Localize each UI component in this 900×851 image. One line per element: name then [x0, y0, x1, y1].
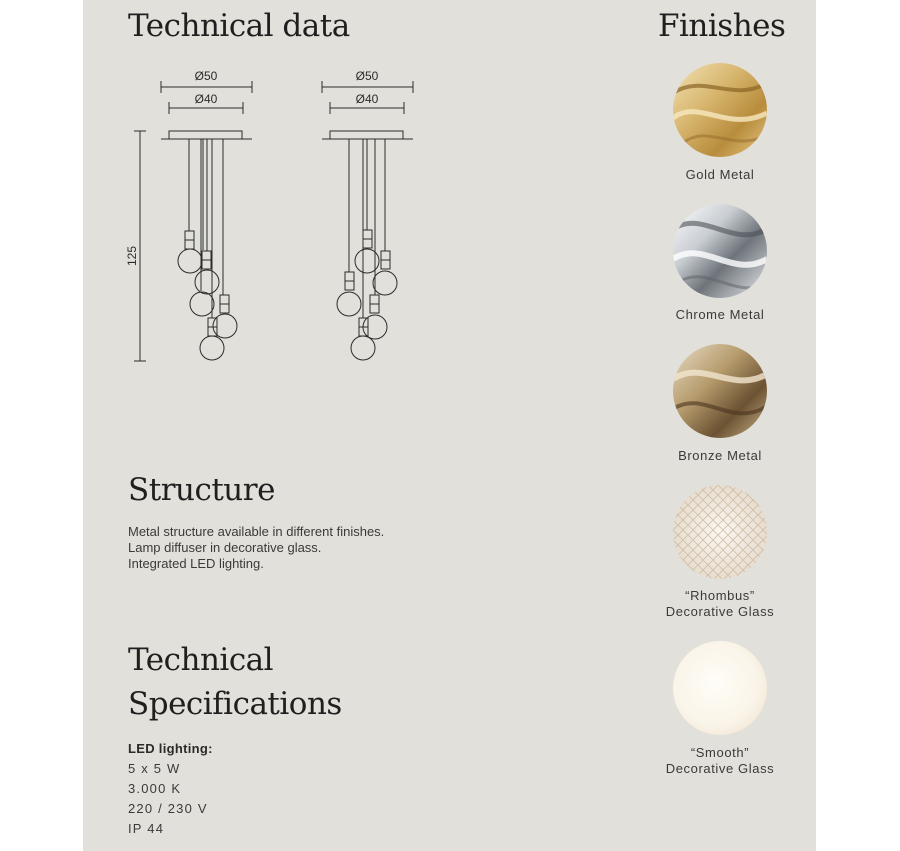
spec-value-color-temp: 3.000 K	[128, 781, 182, 796]
finish-label-rhombus	[630, 588, 810, 620]
finish-label-line: Bronze Metal	[678, 448, 762, 463]
finish-label-smooth	[630, 745, 810, 777]
specs-title-line1: Technical	[128, 642, 274, 678]
technical-specifications-heading	[128, 638, 428, 726]
finish-label-line: Decorative Glass	[665, 761, 775, 776]
finish-label-line: “Smooth”	[690, 745, 750, 760]
structure-line: Lamp diffuser in decorative glass.	[128, 540, 322, 555]
right-inner-diameter: Ø40	[355, 92, 379, 106]
structure-description	[128, 524, 384, 572]
structure-heading: Structure	[128, 472, 275, 508]
finish-label-bronze	[630, 448, 810, 464]
left-outer-diameter: Ø50	[194, 69, 218, 83]
gold-metal-swatch-icon	[673, 63, 767, 157]
specs-title-line2: Specifications	[128, 686, 342, 722]
left-pendant-drawing	[161, 131, 252, 360]
finish-label-line: Gold Metal	[685, 167, 755, 182]
left-inner-diameter: Ø40	[194, 92, 218, 106]
chrome-metal-swatch-icon	[673, 204, 767, 298]
spec-list	[128, 739, 213, 839]
finishes-heading: Finishes	[658, 8, 786, 44]
spec-value-ip-rating: IP 44	[128, 821, 165, 836]
height-dimension: 125	[125, 245, 139, 267]
spec-value-voltage: 220 / 230 V	[128, 801, 208, 816]
rhombus-glass-swatch-icon	[673, 485, 767, 579]
structure-line: Metal structure available in different finishes.	[128, 524, 385, 539]
structure-line: Integrated LED lighting.	[128, 556, 264, 571]
smooth-glass-swatch-icon	[673, 641, 767, 735]
finish-label-line: Chrome Metal	[675, 307, 765, 322]
spec-value-power: 5 x 5 W	[128, 761, 181, 776]
finish-label-line: Decorative Glass	[665, 604, 775, 619]
led-lighting-label: LED lighting:	[128, 741, 213, 756]
finish-label-line: “Rhombus”	[685, 588, 755, 603]
right-pendant-drawing	[322, 131, 413, 360]
finish-label-chrome	[630, 307, 810, 323]
right-outer-diameter: Ø50	[355, 69, 379, 83]
finish-label-gold	[630, 167, 810, 183]
technical-data-heading: Technical data	[128, 8, 350, 44]
bronze-metal-swatch-icon	[673, 344, 767, 438]
spec-sheet-page	[83, 0, 816, 851]
technical-drawing	[83, 0, 503, 380]
